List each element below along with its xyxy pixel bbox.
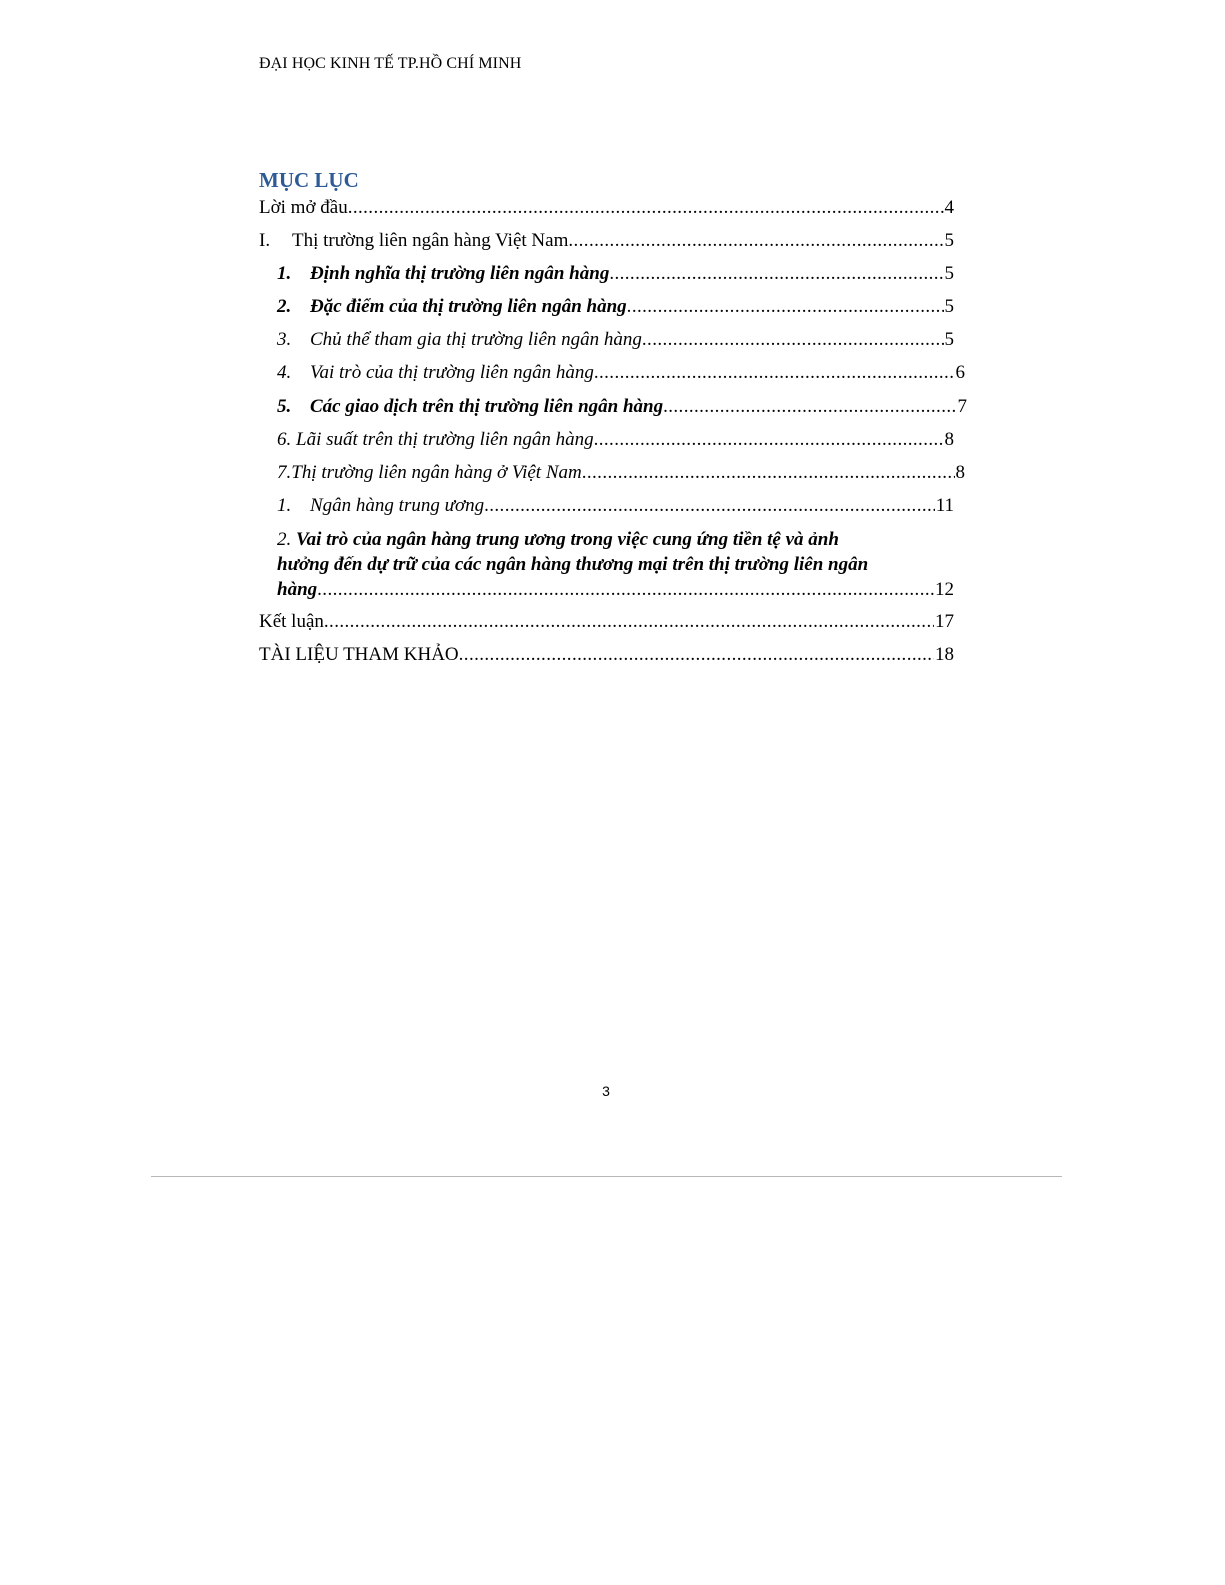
toc-entry-label: 7.Thị trường liên ngân hàng ở Việt Nam — [277, 462, 582, 483]
toc-entry-1-1[interactable] — [259, 262, 954, 286]
toc-entry-label: Chủ thể tham gia thị trường liên ngân hàng — [310, 329, 642, 350]
toc-entry-page: 8 — [944, 429, 954, 450]
toc-entry-page: 5 — [944, 263, 954, 284]
toc-entry-section-1[interactable] — [259, 229, 954, 253]
toc-entry-references[interactable] — [259, 643, 954, 667]
toc-entry-page: 18 — [935, 644, 954, 665]
toc-entry-label: Kết luận — [259, 611, 324, 632]
toc-entry-page: 12 — [935, 579, 954, 600]
toc-entry-page: 7 — [957, 396, 967, 417]
toc-entry-1-5[interactable] — [259, 395, 967, 419]
page-header: ĐẠI HỌC KINH TẾ TP.HỒ CHÍ MINH — [259, 55, 522, 72]
toc-entry-number: 1. — [277, 495, 292, 516]
toc-entry-number: 2. — [277, 296, 292, 317]
toc-entry-number: 3. — [277, 329, 292, 350]
toc-entry-label-line2: hưởng đến dự trữ của các ngân hàng thương mại trên thị trường liên ngân — [277, 554, 869, 575]
toc-entry-label: Các giao dịch trên thị trường liên ngân hàng — [310, 396, 664, 417]
toc-entry-page: 11 — [935, 495, 954, 516]
page-divider — [151, 1176, 1062, 1177]
toc-leader-dots — [582, 461, 955, 485]
toc-entry-1-2[interactable] — [259, 295, 954, 319]
toc-leader-dots — [484, 494, 935, 518]
toc-entry-conclusion[interactable] — [259, 610, 954, 634]
toc-entry-label-line1: Vai trò của ngân hàng trung ương trong việc cung ứng tiền tệ và ảnh — [296, 529, 839, 550]
toc-entry-1-7[interactable] — [259, 461, 965, 485]
toc-entry-number: 5. — [277, 396, 292, 417]
toc-leader-dots — [609, 262, 943, 286]
toc-entry-label: Đặc điểm của thị trường liên ngân hàng — [310, 296, 627, 317]
toc-entry-label: Vai trò của thị trường liên ngân hàng — [310, 362, 594, 383]
toc-entry-page: 5 — [944, 296, 954, 317]
toc-entry-page: 5 — [944, 230, 954, 251]
toc-leader-dots — [663, 395, 956, 419]
toc-leader-dots — [627, 295, 944, 319]
toc-leader-dots — [348, 196, 944, 220]
toc-entry-number: 2. — [277, 529, 292, 550]
toc-entry-page: 4 — [944, 197, 954, 218]
toc-entry-1-6[interactable] — [259, 428, 954, 452]
toc-leader-dots — [568, 229, 943, 253]
toc-leader-dots — [642, 328, 944, 352]
toc-entry-label: TÀI LIỆU THAM KHẢO — [259, 644, 459, 665]
toc-entry-label: 6. Lãi suất trên thị trường liên ngân hàng — [277, 429, 594, 450]
toc-entry-number: 4. — [277, 362, 292, 383]
toc-title: MỤC LỤC — [259, 168, 359, 192]
table-of-contents — [259, 166, 967, 667]
toc-entry-page: 6 — [955, 362, 965, 383]
toc-entry-page: 8 — [955, 462, 965, 483]
toc-entry-1-3[interactable] — [259, 328, 954, 352]
toc-entry-label: Định nghĩa thị trường liên ngân hàng — [310, 263, 610, 284]
toc-entry-intro[interactable] — [259, 196, 954, 220]
toc-entry-label: Ngân hàng trung ương — [310, 495, 485, 516]
toc-entry-label-line3: hàng — [277, 579, 318, 600]
toc-entry-label: Thị trường liên ngân hàng Việt Nam — [292, 230, 569, 251]
toc-entry-1-4[interactable] — [259, 361, 965, 385]
toc-leader-dots — [317, 577, 934, 602]
toc-entry-page: 5 — [944, 329, 954, 350]
toc-leader-dots — [594, 361, 955, 385]
page-number: 3 — [602, 1083, 610, 1099]
toc-leader-dots — [324, 610, 934, 634]
toc-leader-dots — [459, 643, 934, 667]
toc-entry-page: 17 — [935, 611, 954, 632]
toc-entry-label: Lời mở đầu — [259, 197, 348, 218]
toc-entry-2-2[interactable] — [259, 527, 954, 602]
toc-entry-number: 1. — [277, 263, 292, 284]
toc-entry-2-1[interactable] — [259, 494, 954, 518]
toc-leader-dots — [594, 428, 944, 452]
toc-entry-number: I. — [259, 230, 271, 251]
